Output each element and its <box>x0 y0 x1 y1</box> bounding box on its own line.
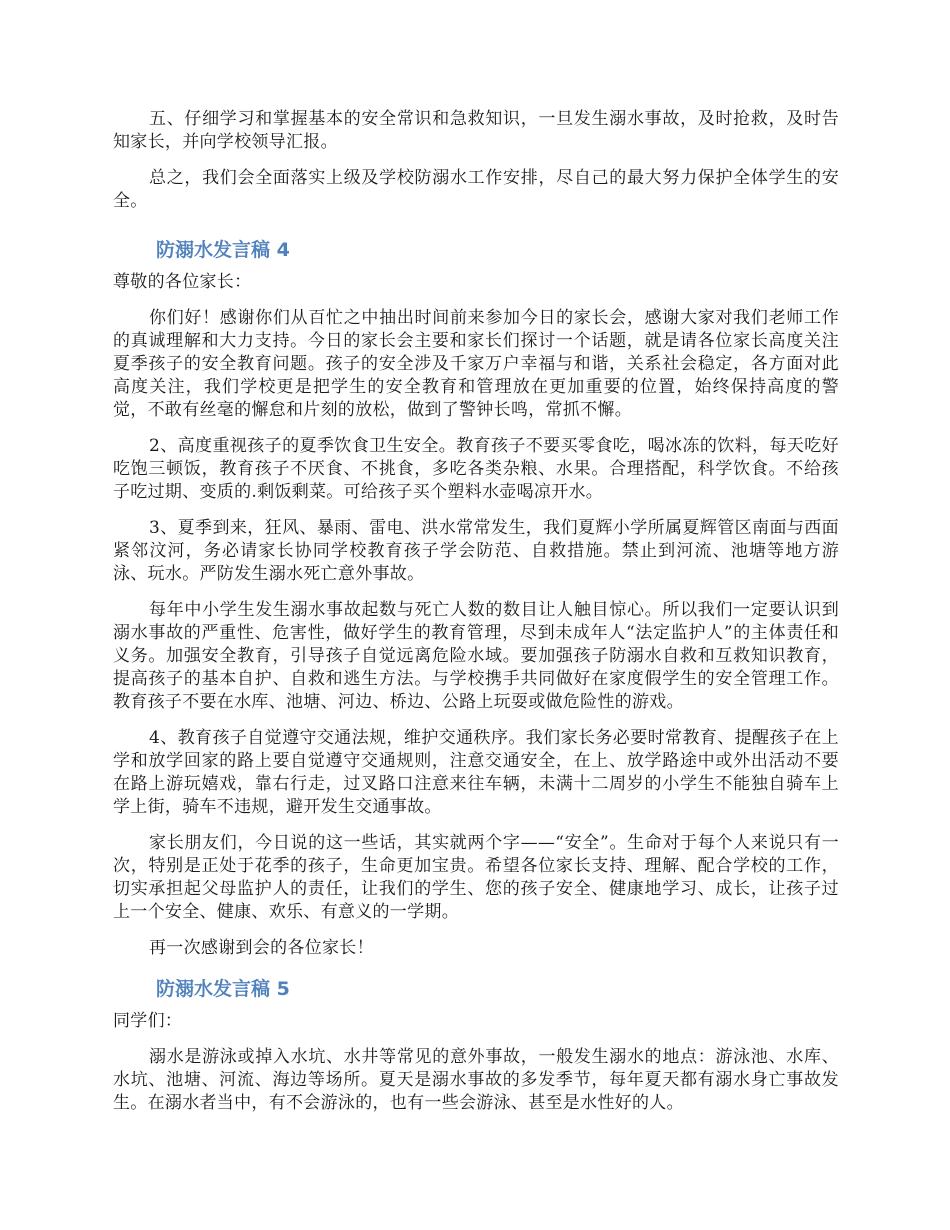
paragraph-drowning-stats: 每年中小学生发生溺水事故起数与死亡人数的数目让人触目惊心。所以我们一定要认识到溺水事故的严重性、危害性，做好学生的教育管理，尽到未成年人“法定监护人”的主体责任和义务。加强安全教育，引导孩子自觉远离危险水域。要加强孩子防溺水自救和互救知识教育，提高孩子的基本自护、自救和逃生方法。与学校携手共同做好在家度假学生的安全管理工作。教育孩子不要在水库、池塘、河边、桥边、公路上玩耍或做危险性的游戏。 <box>113 600 839 712</box>
paragraph-summer-weather: 3、夏季到来，狂风、暴雨、雷电、洪水常常发生，我们夏辉小学所属夏辉管区南面与西面紧邻汶河，务必请家长协同学校教育孩子学会防范、自救措施。禁止到河流、池塘等地方游泳、玩水。严防发生溺水死亡意外事故。 <box>113 518 839 584</box>
section-heading-5: 防溺水发言稿 5 <box>156 978 290 1000</box>
paragraph-safety-message: 家长朋友们，今日说的这一些话，其实就两个字——“安全”。生命对于每个人来说只有一次，特别是正处于花季的孩子，生命更加宝贵。希望各位家长支持、理解、配合学校的工作，切实承担起父母监护人的责任，让我们的学生、您的孩子安全、健康地学习、成长，让孩子过上一个安全、健康、欢乐、有意义的一学期。 <box>113 833 839 922</box>
paragraph-thanks: 再一次感谢到会的各位家长！ <box>149 938 374 958</box>
salutation-parents: 尊敬的各位家长： <box>113 272 252 292</box>
paragraph-food-safety: 2、高度重视孩子的夏季饮食卫生安全。教育孩子不要买零食吃，喝冰冻的饮料，每天吃好吃饱三顿饭，教育孩子不厌食、不挑食，多吃各类杂粮、水果。合理搭配，科学饮食。不给孩子吃过期、变质的.剩饭剩菜。可给孩子买个塑料水壶喝凉开水。 <box>113 436 839 502</box>
paragraph-safety-knowledge: 五、仔细学习和掌握基本的安全常识和急救知识，一旦发生溺水事故，及时抢救，及时告知家长，并向学校领导汇报。 <box>113 109 839 152</box>
salutation-students: 同学们： <box>113 1011 183 1031</box>
paragraph-drowning-intro: 溺水是游泳或掉入水坑、水井等常见的意外事故，一般发生溺水的地点：游泳池、水库、水坑、池塘、河流、海边等场所。夏天是溺水事故的多发季节，每年夏天都有溺水身亡事故发生。在溺水者当中，有不会游泳的，也有一些会游泳、甚至是水性好的人。 <box>113 1047 839 1113</box>
paragraph-conclusion: 总之，我们会全面落实上级及学校防溺水工作安排，尽自己的最大努力保护全体学生的安全。 <box>113 168 839 211</box>
section-heading-4: 防溺水发言稿 4 <box>156 239 290 261</box>
paragraph-traffic-safety: 4、教育孩子自觉遵守交通法规，维护交通秩序。我们家长务必要时常教育、提醒孩子在上学和放学回家的路上要自觉遵守交通规则，注意交通安全，在上、放学路途中或外出活动不要在路上游玩嬉戏，靠右行走，过叉路口注意来往车辆，未满十二周岁的小学生不能独自骑车上学上街，骑车不违规，避开发生交通事故。 <box>113 728 839 817</box>
document-page <box>113 108 839 1115</box>
paragraph-greeting: 你们好！感谢你们从百忙之中抽出时间前来参加今日的家长会，感谢大家对我们老师工作的真诚理解和大力支持。今日的家长会主要和家长们探讨一个话题，就是请各位家长高度关注夏季孩子的安全教育问题。孩子的安全涉及千家万户幸福与和谐，关系社会稳定，各方面对此高度关注，我们学校更是把学生的安全教育和管理放在更加重要的位置，始终保持高度的警觉，不敢有丝毫的懈怠和片刻的放松，做到了警钟长鸣，常抓不懈。 <box>113 308 839 420</box>
